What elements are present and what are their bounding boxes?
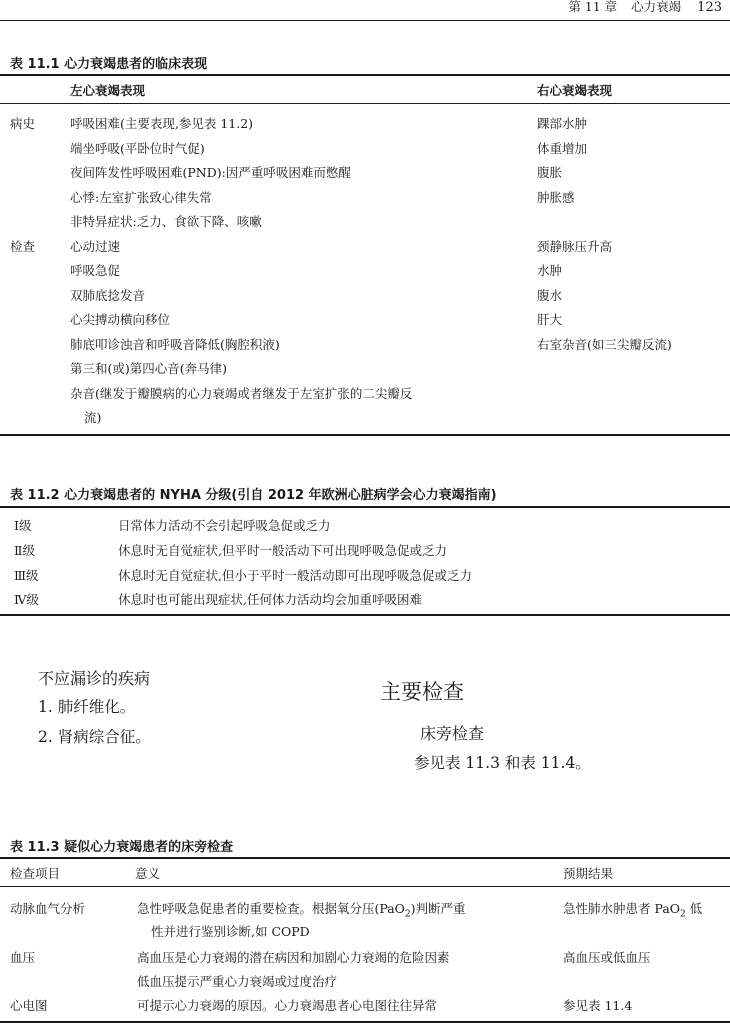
table-11-1-caption: 表 11.1 心力衰竭患者的临床表现 bbox=[10, 57, 208, 72]
exam-item: 血压 bbox=[10, 950, 36, 965]
chapter-label: 第 11 章 bbox=[568, 0, 618, 14]
list-item: 呼吸困难(主要表现,参见表 11.2) bbox=[70, 116, 254, 131]
table-11-1-top-rule bbox=[0, 74, 730, 76]
row-label-history: 病史 bbox=[10, 116, 36, 131]
exam-item: 动脉血气分析 bbox=[10, 901, 86, 916]
row-label-exam: 检查 bbox=[10, 239, 36, 254]
exam-meaning: 高血压是心力衰竭的潜在病因和加剧心力衰竭的危险因素 bbox=[137, 950, 450, 965]
list-item: 肝大 bbox=[537, 312, 563, 327]
table-11-2-bottom-rule bbox=[0, 614, 730, 616]
subscript: 2 bbox=[680, 909, 686, 920]
chapter-title: 心力衰竭 bbox=[631, 0, 682, 14]
main-exam-title: 主要检查 bbox=[380, 680, 464, 704]
table-11-3-bottom-rule bbox=[0, 1021, 730, 1023]
list-item: 腹胀 bbox=[537, 165, 563, 180]
list-item: 夜间阵发性呼吸困难(PND):因严重呼吸困难而憋醒 bbox=[70, 165, 351, 180]
bedside-exam-subtitle: 床旁检查 bbox=[420, 724, 485, 743]
table-11-1-bottom-rule bbox=[0, 434, 730, 436]
table-11-3-header-rule bbox=[0, 886, 730, 887]
meaning-text: )判断严重 bbox=[410, 901, 466, 916]
list-item: 体重增加 bbox=[537, 141, 588, 156]
list-item: 颈静脉压升高 bbox=[537, 239, 613, 254]
subscript: 2 bbox=[404, 909, 411, 920]
list-item: 肺底叩诊浊音和呼吸音降低(胸腔积液) bbox=[70, 337, 280, 352]
exam-meaning-continued: 性并进行鉴别诊断,如 COPD bbox=[151, 924, 310, 939]
exam-item: 心电图 bbox=[10, 998, 48, 1013]
page-number: 123 bbox=[697, 0, 722, 15]
nyha-desc: 休息时无自觉症状,但小于平时一般活动即可出现呼吸急促或乏力 bbox=[118, 568, 472, 583]
not-to-miss-title: 不应漏诊的疾病 bbox=[38, 669, 151, 688]
list-item: 右室杂音(如三尖瓣反流) bbox=[537, 337, 672, 352]
exam-result: 高血压或低血压 bbox=[563, 950, 651, 965]
col-header-item: 检查项目 bbox=[10, 866, 61, 881]
nyha-desc: 休息时无自觉症状,但平时一般活动下可出现呼吸急促或乏力 bbox=[118, 543, 447, 558]
running-header bbox=[568, 0, 722, 18]
table-11-2-top-rule bbox=[0, 506, 730, 508]
list-item: 心动过速 bbox=[70, 239, 121, 254]
list-item: 2. 肾病综合征。 bbox=[38, 728, 151, 746]
exam-result: 参见表 11.4 bbox=[563, 998, 633, 1013]
table-11-3-caption: 表 11.3 疑似心力衰竭患者的床旁检查 bbox=[10, 840, 234, 855]
result-text: 低 bbox=[685, 901, 703, 916]
col-left-header: 左心衰竭表现 bbox=[70, 83, 146, 98]
meaning-text: 急性呼吸急促患者的重要检查。根据氧分压(PaO bbox=[137, 901, 405, 916]
list-item: 肿胀感 bbox=[537, 190, 575, 205]
nyha-desc: 休息时也可能出现症状,任何体力活动均会加重呼吸困难 bbox=[118, 592, 422, 607]
col-header-meaning: 意义 bbox=[135, 866, 161, 881]
nyha-grade: Ⅱ级 bbox=[14, 543, 35, 558]
list-item: 心尖搏动横向移位 bbox=[70, 312, 171, 327]
list-item: 水肿 bbox=[537, 263, 563, 278]
table-11-3-top-rule bbox=[0, 857, 730, 859]
list-item: 1. 肺纤维化。 bbox=[38, 698, 136, 716]
list-item-continued: 流) bbox=[84, 410, 102, 425]
exam-meaning: 低血压提示严重心力衰竭或过度治疗 bbox=[137, 974, 338, 989]
nyha-grade: Ⅳ级 bbox=[14, 592, 39, 607]
table-11-2-caption: 表 11.2 心力衰竭患者的 NYHA 分级(引自 2012 年欧洲心脏病学会心力衰竭指南) bbox=[10, 488, 497, 503]
list-item: 心悸:左室扩张致心律失常 bbox=[70, 190, 212, 205]
table-11-1-header-rule bbox=[0, 103, 730, 104]
nyha-grade: Ⅰ级 bbox=[14, 518, 32, 533]
list-item: 双肺底捻发音 bbox=[70, 288, 146, 303]
col-right-header: 右心衰竭表现 bbox=[537, 83, 613, 98]
col-header-result: 预期结果 bbox=[563, 866, 614, 881]
list-item: 踝部水肿 bbox=[537, 116, 588, 131]
exam-meaning bbox=[137, 899, 466, 920]
nyha-grade: Ⅲ级 bbox=[14, 568, 39, 583]
exam-meaning: 可提示心力衰竭的原因。心力衰竭患者心电图往往异常 bbox=[137, 998, 438, 1013]
list-item: 腹水 bbox=[537, 288, 563, 303]
header-rule bbox=[0, 20, 730, 21]
nyha-desc: 日常体力活动不会引起呼吸急促或乏力 bbox=[118, 518, 331, 533]
list-item: 非特异症状:乏力、食欲下降、咳嗽 bbox=[70, 214, 262, 229]
list-item: 呼吸急促 bbox=[70, 263, 121, 278]
result-text: 急性肺水肿患者 PaO bbox=[563, 901, 681, 916]
bedside-exam-note: 参见表 11.3 和表 11.4。 bbox=[414, 754, 591, 772]
list-item: 第三和(或)第四心音(奔马律) bbox=[70, 361, 228, 376]
list-item: 杂音(继发于瓣膜病的心力衰竭或者继发于左室扩张的二尖瓣反 bbox=[70, 386, 413, 401]
exam-result bbox=[563, 899, 702, 920]
list-item: 端坐呼吸(平卧位时气促) bbox=[70, 141, 205, 156]
